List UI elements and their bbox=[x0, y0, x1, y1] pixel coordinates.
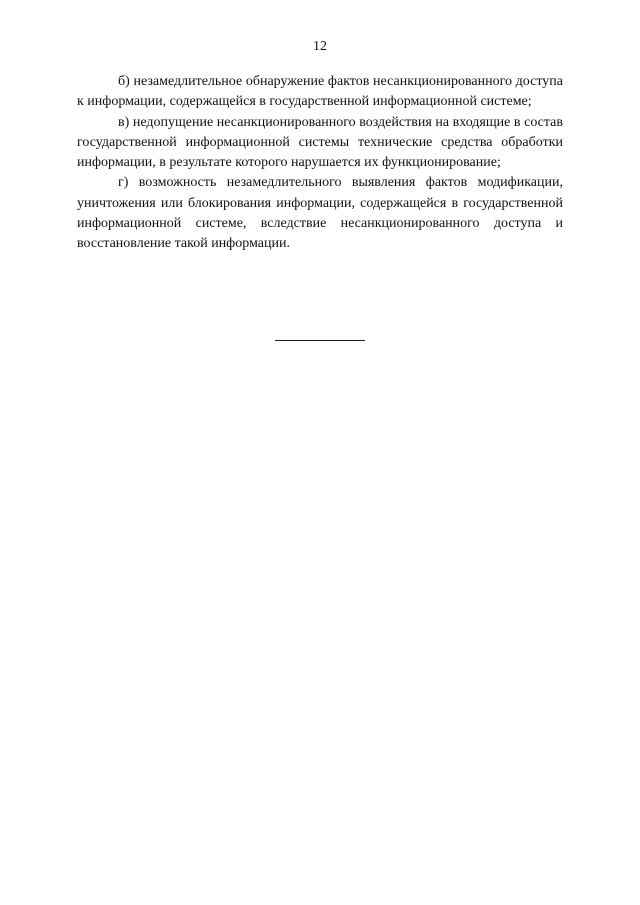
paragraph-b: б) незамедлительное обнаружение фактов несанкционированного доступа к информации, содержащейся в государственной информационной системе; bbox=[77, 74, 563, 110]
paragraph-v: в) недопущение несанкционированного воздействия на входящие в состав государственной информационной системы технические средства обработки информации, в результате которого нарушается их функционирование; bbox=[77, 114, 563, 171]
document-body bbox=[77, 72, 563, 255]
page-number: 12 bbox=[313, 39, 327, 54]
closing-divider bbox=[275, 340, 365, 341]
paragraph-g: г) возможность незамедлительного выявления фактов модификации, уничтожения или блокирования информации, содержащейся в государственной информационной системе, вследствие несанкционированного доступа и восстановление такой информации. bbox=[77, 175, 563, 252]
